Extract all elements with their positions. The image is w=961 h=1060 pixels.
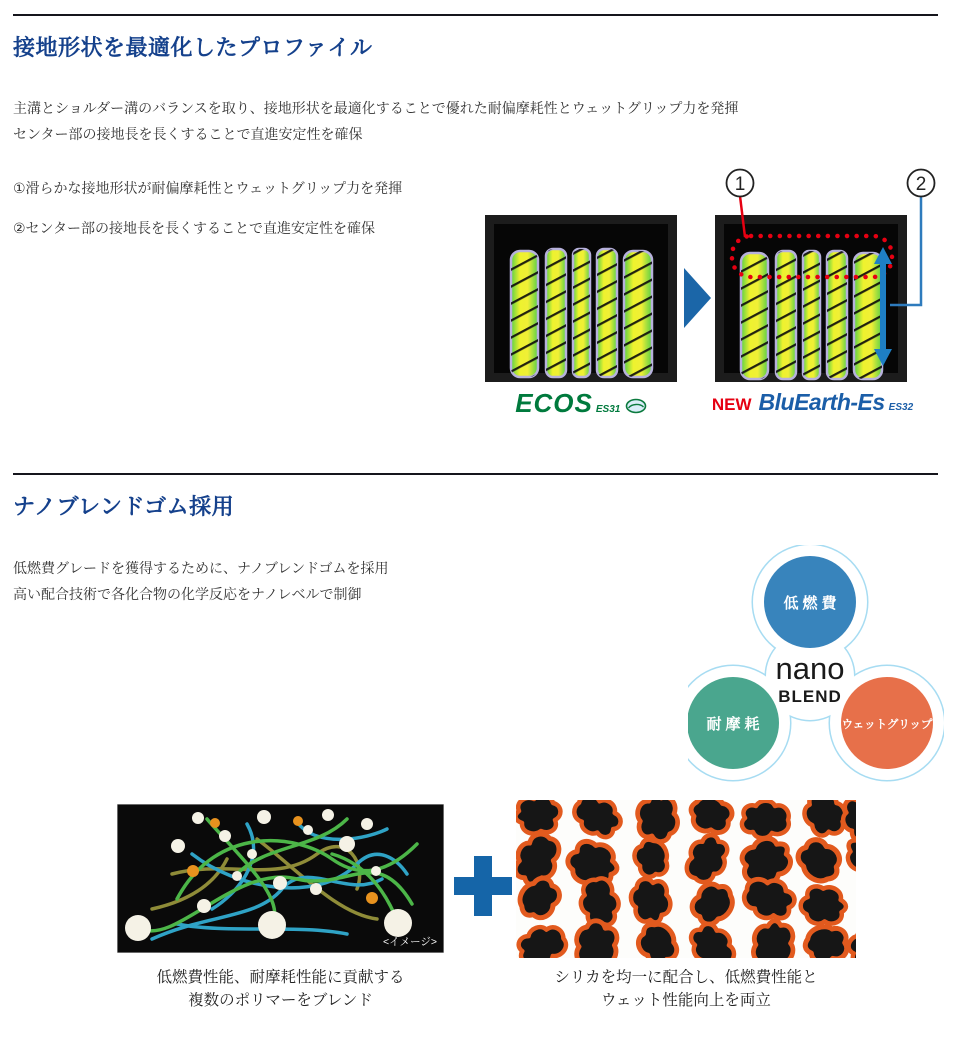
silica-caption — [516, 966, 856, 1012]
wet-grip-circle — [841, 677, 933, 769]
ecos-logo — [485, 388, 677, 419]
nanoblend-wordmark — [776, 651, 845, 706]
svg-text:低燃費: 低燃費 — [783, 595, 841, 612]
image-tag-label: <イメージ> — [383, 936, 437, 948]
svg-text:ウェットグリップ: ウェットグリップ — [841, 719, 933, 731]
section1-body-line2: センター部の接地長を長くすることで直進安定性を確保 — [13, 126, 363, 142]
plus-icon — [454, 856, 512, 916]
callout1-circled-number — [727, 170, 754, 197]
silica-caption-line2: ウェット性能向上を両立 — [601, 992, 771, 1009]
section1-top-rule — [13, 14, 938, 16]
svg-text:1: 1 — [734, 174, 746, 195]
section2-title: ナノブレンドゴム採用 — [13, 494, 235, 519]
silica-caption-line1: シリカを均一に配合し、低燃費性能と — [554, 969, 818, 986]
svg-text:BLEND: BLEND — [778, 687, 842, 706]
bluearth-footprint-image — [715, 215, 907, 382]
section2-body-line2: 高い配合技術で各化合物の化学反応をナノレベルで制御 — [13, 586, 362, 602]
polymer-caption — [117, 966, 444, 1012]
section1-point1: ①滑らかな接地形状が耐偏摩耗性とウェットグリップ力を発揮 — [13, 180, 403, 196]
svg-text:耐摩耗: 耐摩耗 — [706, 716, 764, 733]
section2-body-line1: 低燃費グレードを獲得するために、ナノブレンドゴムを採用 — [13, 560, 389, 576]
svg-text:nano: nano — [775, 651, 845, 686]
silica-dispersion-image — [516, 800, 856, 958]
svg-text:2: 2 — [915, 174, 927, 195]
ecos-logo-name: ECOS — [515, 388, 593, 418]
section1-point2: ②センター部の接地長を長くすることで直進安定性を確保 — [13, 220, 375, 236]
section2-top-rule — [13, 473, 938, 475]
eco-badge-icon — [625, 398, 647, 414]
tire-footprint-figure — [480, 165, 961, 387]
section1-body-line1: 主溝とショルダー溝のバランスを取り、接地形状を最適化することで優れた耐偏摩耗性とウェットグリップ力を発揮 — [13, 100, 739, 116]
wear-resistance-circle — [688, 677, 779, 769]
ecos-logo-model: ES31 — [595, 404, 621, 415]
polymer-blend-image — [117, 804, 444, 953]
bluearth-logo — [700, 389, 925, 416]
bluearth-logo-model: ES32 — [888, 402, 914, 413]
bluearth-new-tag: NEW — [711, 395, 752, 414]
ecos-footprint-image — [485, 215, 677, 382]
section1-title: 接地形状を最適化したプロファイル — [13, 35, 373, 60]
callout2-circled-number — [908, 170, 935, 197]
polymer-caption-line1: 低燃費性能、耐摩耗性能に貢献する — [156, 969, 405, 986]
polymer-caption-line2: 複数のポリマーをブレンド — [188, 992, 373, 1009]
nanoblend-diagram — [688, 545, 944, 793]
bluearth-logo-name: BluEarth-Es — [758, 389, 885, 415]
transition-arrow-icon — [684, 268, 711, 328]
fuel-economy-circle — [764, 556, 856, 648]
